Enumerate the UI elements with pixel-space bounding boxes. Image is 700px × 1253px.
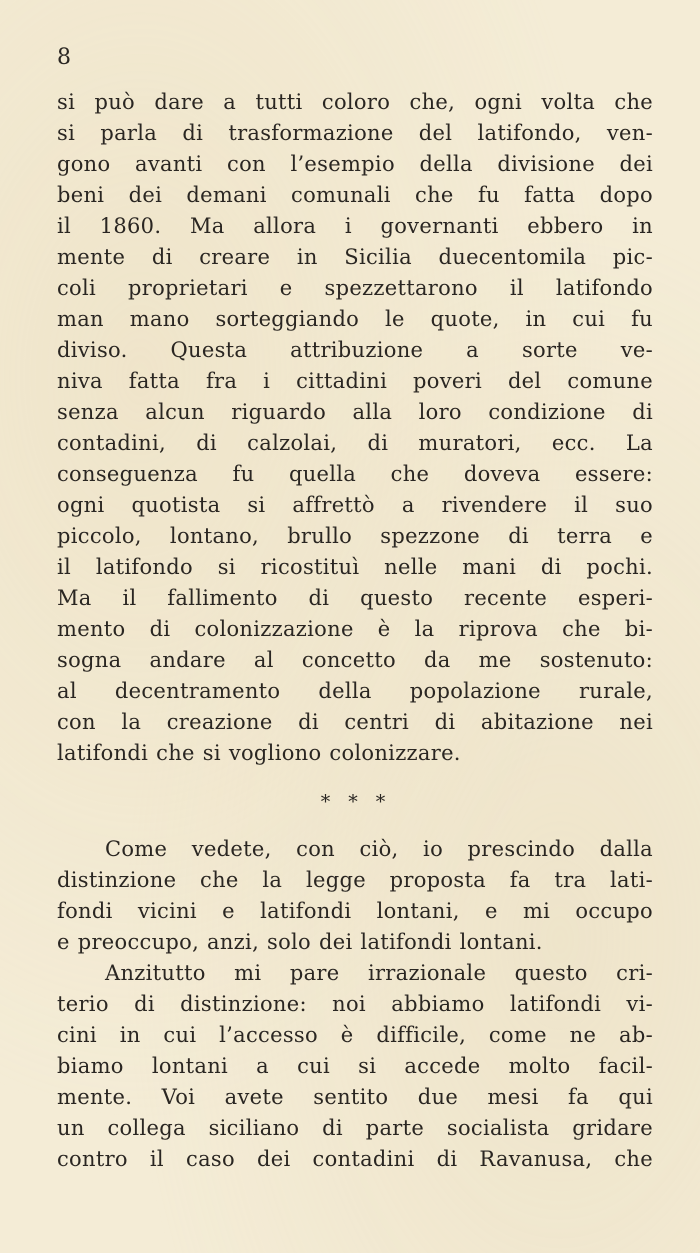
text-line: mento di colonizzazione è la riprova che bi- xyxy=(57,617,653,641)
text-line: coli proprietari e spezzettarono il latifondo xyxy=(57,276,653,300)
text-line: Come vedete, con ciò, io prescindo dalla xyxy=(105,837,653,861)
text-line: con la creazione di centri di abitazione nei xyxy=(57,710,653,734)
text-line: Ma il fallimento di questo recente esperi- xyxy=(57,586,653,610)
text-line: man mano sorteggiando le quote, in cui fu xyxy=(57,307,653,331)
text-line: senza alcun riguardo alla loro condizione di xyxy=(57,400,653,424)
text-line: gono avanti con l’esempio della divisione dei xyxy=(57,152,653,176)
text-line: conseguenza fu quella che doveva essere: xyxy=(57,462,653,486)
paragraph-latifondo-division xyxy=(57,87,653,769)
text-line: contro il caso dei contadini di Ravanusa, che xyxy=(57,1147,653,1171)
text-line: biamo lontani a cui si accede molto facil- xyxy=(57,1054,653,1078)
text-line: piccolo, lontano, brullo spezzone di terra e xyxy=(57,524,653,548)
text-line: Anzitutto mi pare irrazionale questo cri- xyxy=(105,961,653,985)
paragraph-distinction xyxy=(57,834,653,1175)
text-line: e preoccupo, anzi, solo dei latifondi lontani. xyxy=(57,930,543,954)
text-line: distinzione che la legge proposta fa tra lati- xyxy=(57,868,653,892)
text-line: diviso. Questa attribuzione a sorte ve- xyxy=(57,338,653,362)
text-line: un collega siciliano di parte socialista gridare xyxy=(57,1116,653,1140)
text-line: si può dare a tutti coloro che, ogni volta che xyxy=(57,90,653,114)
text-line: contadini, di calzolai, di muratori, ecc. La xyxy=(57,431,653,455)
text-line: beni dei demani comunali che fu fatta dopo xyxy=(57,183,653,207)
text-line: cini in cui l’accesso è difficile, come ne ab- xyxy=(57,1023,653,1047)
text-line: terio di distinzione: noi abbiamo latifondi vi- xyxy=(57,992,653,1016)
text-line: ogni quotista si affrettò a rivendere il suo xyxy=(57,493,653,517)
section-separator: * * * xyxy=(320,791,392,813)
text-line: sogna andare al concetto da me sostenuto: xyxy=(57,648,653,672)
text-line: latifondi che si vogliono colonizzare. xyxy=(57,741,461,765)
text-line: si parla di trasformazione del latifondo, ven- xyxy=(57,121,653,145)
text-line: il latifondo si ricostituì nelle mani di pochi. xyxy=(57,555,653,579)
text-line: mente. Voi avete sentito due mesi fa qui xyxy=(57,1085,653,1109)
text-line: mente di creare in Sicilia duecentomila pic- xyxy=(57,245,653,269)
text-line: il 1860. Ma allora i governanti ebbero in xyxy=(57,214,653,238)
page-number: 8 xyxy=(57,45,72,70)
text-line: fondi vicini e latifondi lontani, e mi occupo xyxy=(57,899,653,923)
text-line: al decentramento della popolazione rurale, xyxy=(57,679,653,703)
text-line: niva fatta fra i cittadini poveri del comune xyxy=(57,369,653,393)
